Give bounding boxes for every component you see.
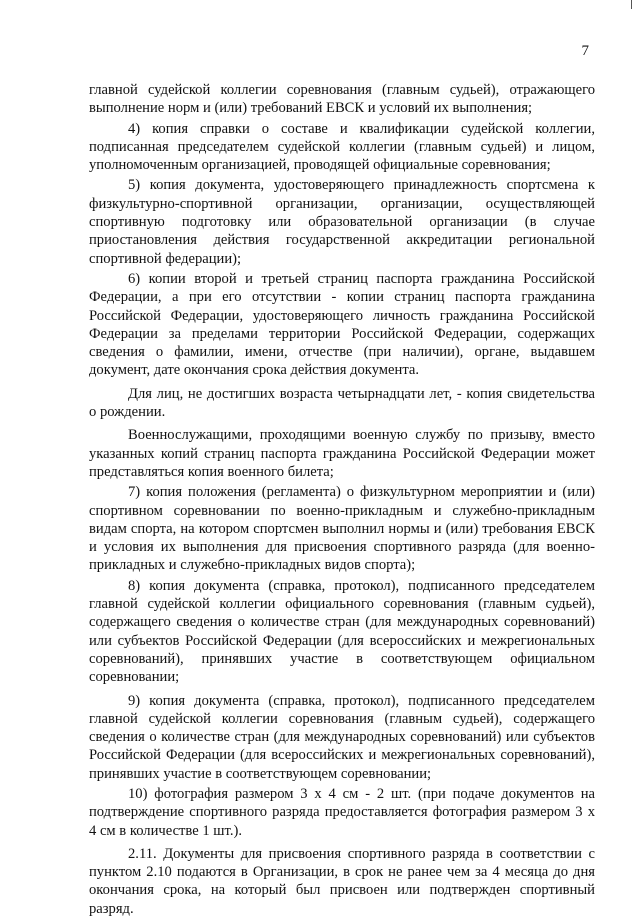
paragraph-item-7: 7) копия положения (регламента) о физкультурном мероприятии и (или) спортивном соревновании по военно-прикладным и служебно-прикладным видам спорта, на котором спортсмен выполнил нормы и (или) требования ЕВСК и условия их выполнения для присвоения спортивного разряда (для военно-прикладных и служебно-прикладных видов спорта); xyxy=(89,484,595,574)
paragraph-minors-note: Для лиц, не достигших возраста четырнадцати лет, - копия свидетельства о рождении. xyxy=(89,385,595,421)
paragraph-item-9: 9) копия документа (справка, протокол), подписанного председателем главной судейской коллегии соревнования (главным судьей), содержащего сведения о количестве стран (для международных соревнований) или субъектов Российской Федерации (для всероссийских и межрегиональных соревнований), принявших участие в соответствующем соревновании; xyxy=(89,692,595,782)
paragraph-item-8: 8) копия документа (справка, протокол), подписанного председателем главной судейской коллегии официального соревнования (главным судьей), содержащего сведения о количестве стран (для международных соревнований) или субъектов Российской Федерации (для всероссийских и межрегиональных соревнований), принявших участие в соответствующем официальном соревновании; xyxy=(89,577,595,686)
document-body xyxy=(89,81,595,920)
paragraph-item-10: 10) фотография размером 3 х 4 см - 2 шт. (при подаче документов на подтверждение спортивного разряда предоставляется фотография размером 3 х 4 см в количестве 1 шт.). xyxy=(89,785,595,839)
paragraph-section-2-11: 2.11. Документы для присвоения спортивного разряда в соответствии с пунктом 2.10 подаются в Организации, в срок не ранее чем за 4 месяца до дня окончания срока, на который был присвоен или подтвержден спортивный разряд. xyxy=(89,845,595,917)
paragraph-item-4: 4) копия справки о составе и квалификации судейской коллегии, подписанная председателем судейской коллегии (главным судьей) и лицом, уполномоченным организацией, проводящей официальные соревнования; xyxy=(89,120,595,174)
page-number: 7 xyxy=(581,43,589,59)
paragraph-item-5: 5) копия документа, удостоверяющего принадлежность спортсмена к физкультурно-спортивной организации, организации, осуществляющей спортивную подготовку или образовательной организации (в случае приостановления действия государственной аккредитации региональной спортивной федерации); xyxy=(89,177,595,267)
scan-corner-mark xyxy=(631,0,632,9)
paragraph-military-note: Военнослужащими, проходящими военную службу по призыву, вместо указанных копий страниц паспорта гражданина Российской Федерации может представляться копия военного билета; xyxy=(89,427,595,480)
paragraph-continuation: главной судейской коллегии соревнования (главным судьей), отражающего выполнение норм и (или) требований ЕВСК и условий их выполнения; xyxy=(89,82,595,117)
paragraph-item-6: 6) копии второй и третьей страниц паспорта гражданина Российской Федерации, а при его отсутствии - копии страниц паспорта гражданина Российской Федерации, удостоверяющего личность гражданина Российской Федерации за пределами территории Российской Федерации, содержащих сведения о фамилии, имени, отчестве (при наличии), органе, выдавшем документ, дате окончания срока действия документа. xyxy=(89,270,595,379)
